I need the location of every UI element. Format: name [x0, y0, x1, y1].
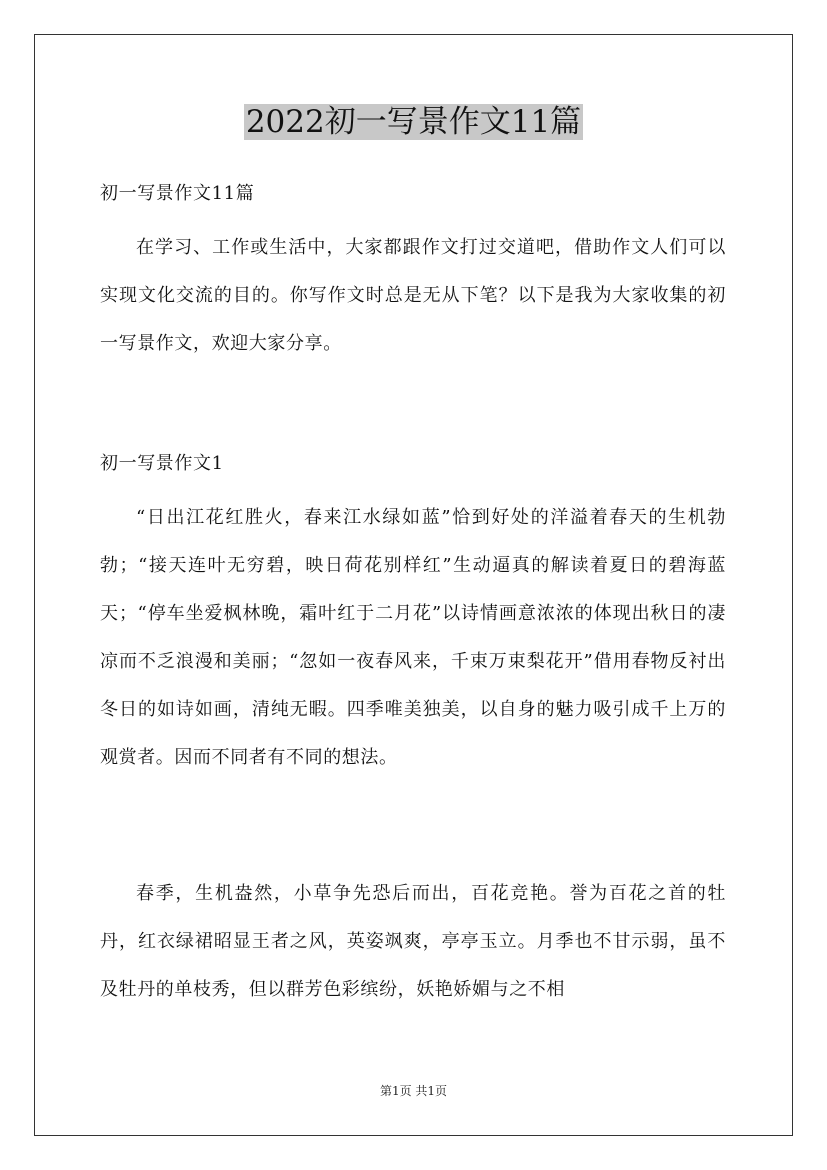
page-footer: 第1页 共1页	[379, 1084, 448, 1098]
body-paragraph-1: “日出江花红胜火，春来江水绿如蓝”恰到好处的洋溢着春天的生机勃勃；“接天连叶无穷碧，映日荷花别样红”生动逼真的解读着夏日的碧海蓝天；“停车坐爱枫林晚，霜叶红于二月花”以诗情画意浓浓的体现出秋日的凄凉而不乏浪漫和美丽；“忽如一夜春风来，千束万束梨花开”借用春物反衬出冬日的如诗如画，清纯无暇。四季唯美独美，以自身的魅力吸引成千上万的观赏者。因而不同者有不同的想法。	[100, 507, 726, 768]
document-title-text: 2022初一写景作文11篇	[245, 104, 582, 140]
body-paragraph-2: 春季，生机盎然，小草争先恐后而出，百花竞艳。誉为百花之首的牡丹，红衣绿裙昭显王者之风，英姿飒爽，亭亭玉立。月季也不甘示弱，虽不及牡丹的单枝秀，但以群芳色彩缤纷，妖艳娇媚与之不相	[100, 883, 726, 1000]
document-subtitle: 初一写景作文11篇	[100, 183, 255, 204]
document-title	[0, 100, 827, 144]
intro-paragraph: 在学习、工作或生活中，大家都跟作文打过交道吧，借助作文人们可以实现文化交流的目的。你写作文时总是无从下笔？以下是我为大家收集的初一写景作文，欢迎大家分享。	[100, 237, 726, 354]
section-heading: 初一写景作文1	[100, 453, 224, 474]
